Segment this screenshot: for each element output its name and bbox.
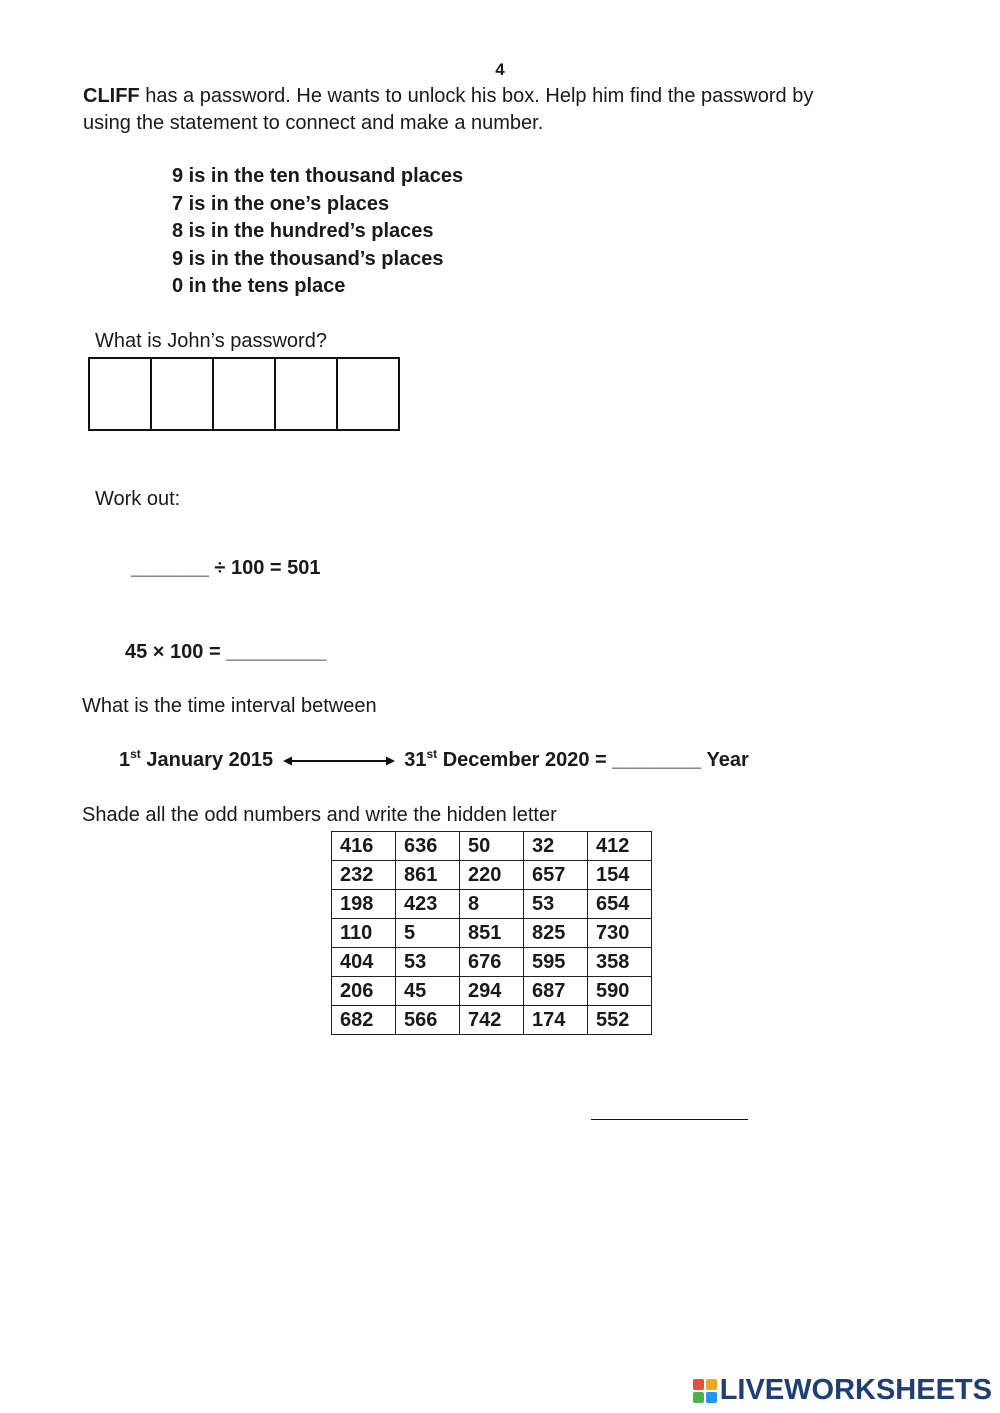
grid-cell[interactable]: 682 [332, 1006, 396, 1035]
grid-cell[interactable]: 50 [460, 832, 524, 861]
grid-row [332, 832, 652, 861]
shade-instruction: Shade all the odd numbers and write the hidden letter [82, 804, 557, 826]
liveworksheets-logo-icon [693, 1379, 717, 1403]
grid-cell[interactable]: 861 [396, 861, 460, 890]
grid-row [332, 948, 652, 977]
grid-cell[interactable]: 636 [396, 832, 460, 861]
work-out-label: Work out: [95, 488, 181, 510]
grid-row [332, 919, 652, 948]
grid-cell[interactable]: 232 [332, 861, 396, 890]
end-day-suffix: st [426, 747, 438, 761]
division-equation [131, 557, 321, 580]
grid-cell[interactable]: 730 [588, 919, 652, 948]
grid-cell[interactable]: 45 [396, 977, 460, 1006]
statement-item: 7 is in the one’s places [172, 192, 390, 215]
logo-square [706, 1392, 717, 1403]
division-answer-blank[interactable]: _______ [131, 557, 209, 579]
grid-cell[interactable]: 590 [588, 977, 652, 1006]
grid-cell[interactable]: 174 [524, 1006, 588, 1035]
time-equation [119, 749, 749, 772]
multiplication-left: 45 × 100 = [125, 641, 227, 663]
password-digit-box[interactable] [152, 359, 214, 429]
multiplication-equation [125, 641, 326, 664]
grid-cell[interactable]: 53 [396, 948, 460, 977]
grid-cell[interactable]: 53 [524, 890, 588, 919]
hidden-letter-answer-line[interactable] [591, 1119, 748, 1120]
brand-text: LIVEWORKSHEETS [719, 1374, 992, 1406]
password-boxes [88, 357, 400, 431]
start-day: 1 [119, 749, 131, 771]
grid-cell[interactable]: 416 [332, 832, 396, 861]
start-date-rest: January 2015 [140, 749, 274, 771]
grid-cell[interactable]: 851 [460, 919, 524, 948]
statement-item: 9 is in the thousand’s places [172, 247, 444, 270]
statement-item: 0 in the tens place [172, 275, 346, 297]
password-question: What is John’s password? [95, 330, 327, 352]
time-question: What is the time interval between [82, 695, 377, 717]
password-digit-box[interactable] [338, 359, 398, 429]
grid-cell[interactable]: 32 [524, 832, 588, 861]
grid-cell[interactable]: 742 [460, 1006, 524, 1035]
number-grid [331, 831, 652, 1035]
intro-name: CLIFF [83, 85, 140, 107]
grid-row [332, 861, 652, 890]
years-answer-blank[interactable]: ________ [612, 749, 702, 771]
statement-item: 8 is in the hundred’s places [172, 220, 434, 242]
grid-cell[interactable]: 206 [332, 977, 396, 1006]
password-digit-box[interactable] [214, 359, 276, 429]
intro-text-1: has a password. He wants to unlock his box. Help him find the password by [139, 85, 814, 107]
grid-cell[interactable]: 358 [588, 948, 652, 977]
grid-cell[interactable]: 687 [524, 977, 588, 1006]
logo-square [693, 1379, 704, 1390]
grid-cell[interactable]: 412 [588, 832, 652, 861]
intro-text-2: using the statement to connect and make a number. [83, 112, 544, 134]
grid-cell[interactable]: 595 [524, 948, 588, 977]
grid-cell[interactable]: 110 [332, 919, 396, 948]
grid-cell[interactable]: 657 [524, 861, 588, 890]
logo-square [706, 1379, 717, 1390]
password-digit-box[interactable] [276, 359, 338, 429]
grid-cell[interactable]: 825 [524, 919, 588, 948]
years-unit: Year [701, 749, 749, 771]
grid-cell[interactable]: 5 [396, 919, 460, 948]
grid-cell[interactable]: 198 [332, 890, 396, 919]
grid-cell[interactable]: 8 [460, 890, 524, 919]
grid-cell[interactable]: 552 [588, 1006, 652, 1035]
end-date-rest: December 2020 = [437, 749, 613, 771]
grid-cell[interactable]: 220 [460, 861, 524, 890]
statement-list [172, 163, 463, 301]
logo-square [693, 1392, 704, 1403]
grid-cell[interactable]: 676 [460, 948, 524, 977]
grid-cell[interactable]: 154 [588, 861, 652, 890]
statement-item: 9 is in the ten thousand places [172, 165, 464, 187]
grid-row [332, 1006, 652, 1035]
grid-cell[interactable]: 423 [396, 890, 460, 919]
grid-row [332, 890, 652, 919]
start-day-suffix: st [130, 747, 141, 761]
multiplication-answer-blank[interactable]: _________ [226, 641, 327, 663]
double-arrow-icon [283, 754, 395, 768]
grid-cell[interactable]: 566 [396, 1006, 460, 1035]
page-number: 4 [495, 60, 505, 79]
intro-paragraph [83, 83, 913, 137]
division-rest: ÷ 100 = 501 [208, 557, 321, 579]
grid-cell[interactable]: 294 [460, 977, 524, 1006]
brand-watermark [693, 1374, 992, 1407]
end-day: 31 [404, 749, 427, 771]
grid-cell[interactable]: 654 [588, 890, 652, 919]
grid-cell[interactable]: 404 [332, 948, 396, 977]
password-digit-box[interactable] [90, 359, 152, 429]
grid-row [332, 977, 652, 1006]
